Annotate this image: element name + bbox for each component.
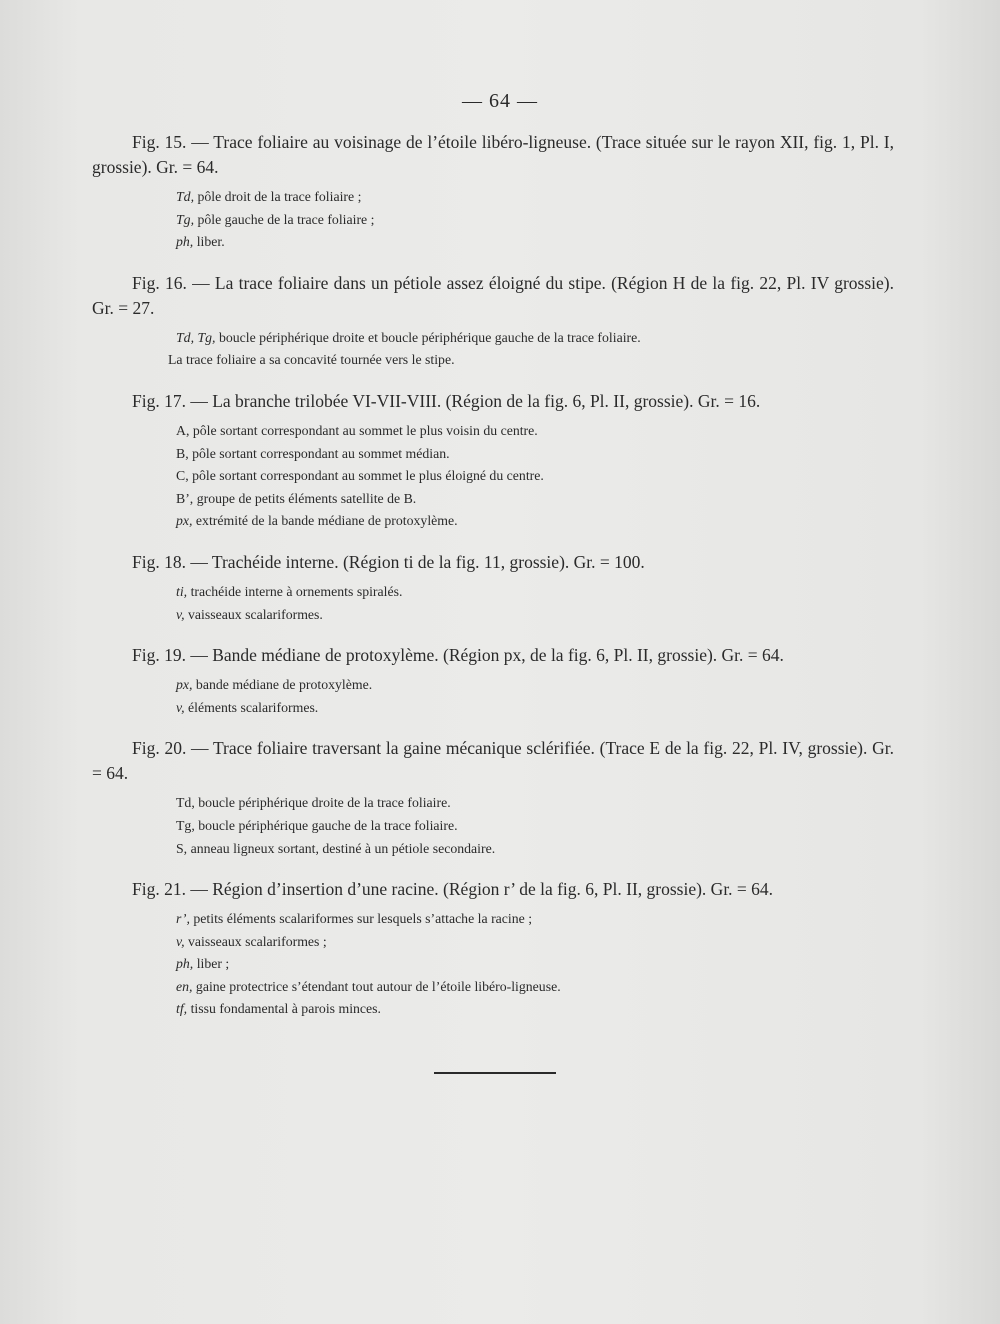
legend-item	[176, 697, 894, 720]
figure-caption: Fig. 17. — La branche trilobée VI-VII-VIII. (Région de la fig. 6, Pl. II, grossie). Gr. = 16.	[132, 390, 761, 411]
legend-symbol: Tg,	[176, 211, 195, 227]
figure-19	[92, 643, 894, 719]
legend-symbol: ph,	[176, 956, 194, 972]
legend-text: vaisseaux scalariformes ;	[184, 933, 327, 949]
legend-symbol: px,	[176, 677, 193, 693]
legend-symbol: ph,	[176, 234, 194, 250]
legend-text: extrémité de la bande médiane de protoxylème.	[192, 513, 458, 529]
legend-text: liber.	[193, 234, 225, 250]
legend-text: pôle sortant correspondant au sommet le plus voisin du centre.	[189, 422, 538, 438]
legend-symbol: Tg,	[176, 817, 195, 833]
legend-text: boucle périphérique gauche de la trace foliaire.	[194, 817, 458, 833]
legend-text: vaisseaux scalariformes.	[184, 606, 323, 622]
legend-symbol: B’,	[176, 490, 194, 506]
legend-symbol: A,	[176, 422, 190, 438]
legend-item	[176, 998, 894, 1021]
legend-text: gaine protectrice s’étendant tout autour de l’étoile libéro-ligneuse.	[192, 978, 561, 994]
figure-caption: Fig. 18. — Trachéide interne. (Région ti de la fig. 11, grossie). Gr. = 100.	[132, 551, 645, 572]
legend-item	[176, 488, 894, 511]
legend-text: boucle périphérique droite et boucle périphérique gauche de la trace foliaire.	[215, 329, 641, 345]
legend-item	[176, 792, 894, 815]
legend-item	[176, 976, 894, 999]
legend-text: pôle sortant correspondant au sommet le plus éloigné du centre.	[188, 468, 544, 484]
legend-text: tissu fondamental à parois minces.	[187, 1001, 382, 1017]
figure-legend	[176, 908, 894, 1021]
figure-20	[92, 736, 894, 860]
figure-21	[92, 877, 894, 1021]
figure-legend	[176, 186, 894, 254]
figure-caption: Fig. 15. — Trace foliaire au voisinage de l’étoile libéro-ligneuse. (Trace située sur le rayon XII, fig. 1, Pl. I, grossie). Gr. = 64.	[92, 132, 894, 177]
legend-symbol: r’,	[176, 911, 190, 927]
legend-symbol: B,	[176, 445, 189, 461]
figure-caption: Fig. 19. — Bande médiane de protoxylème. (Région px, de la fig. 6, Pl. II, grossie). Gr. = 64.	[132, 645, 784, 666]
legend-text: liber ;	[193, 956, 230, 972]
figure-legend	[176, 792, 894, 860]
legend-item	[176, 465, 894, 488]
legend-text: trachéide interne à ornements spiralés.	[187, 583, 403, 599]
legend-symbol: C,	[176, 468, 189, 484]
figure-legend	[176, 674, 894, 719]
legend-symbol: v,	[176, 933, 185, 949]
legend-symbol: v,	[176, 606, 185, 622]
legend-item	[176, 908, 894, 931]
figure-caption: Fig. 16. — La trace foliaire dans un pétiole assez éloigné du stipe. (Région H de la fig. 22, Pl. IV grossie). Gr. = 27.	[92, 272, 894, 318]
figure-18	[92, 550, 894, 626]
legend-text: éléments scalariformes.	[184, 699, 319, 715]
legend-symbol: px,	[176, 513, 193, 529]
legend-item	[176, 510, 894, 533]
legend-text: pôle droit de la trace foliaire ;	[194, 189, 362, 204]
legend-text: pôle sortant correspondant au sommet médian.	[188, 445, 450, 461]
legend-text: petits éléments scalariformes sur lesquels s’attache la racine ;	[189, 911, 533, 927]
legend-item	[176, 931, 894, 954]
legend-item	[176, 186, 894, 209]
legend-text: La trace foliaire a sa concavité tournée vers le stipe.	[168, 352, 455, 368]
legend-item	[176, 209, 894, 232]
legend-item	[176, 231, 894, 254]
end-rule	[434, 1072, 556, 1074]
figure-caption: Fig. 20. — Trace foliaire traversant la gaine mécanique sclérifiée. (Trace E de la fig. 22, Pl. IV, grossie). Gr. = 64.	[92, 738, 894, 784]
legend-symbol: en,	[176, 978, 193, 994]
legend-note	[168, 349, 894, 372]
legend-text: groupe de petits éléments satellite de B.	[193, 490, 417, 506]
legend-item	[176, 581, 894, 604]
legend-item	[176, 838, 894, 861]
legend-text: boucle périphérique droite de la trace foliaire.	[194, 795, 451, 811]
legend-symbol: Td,	[176, 795, 195, 811]
legend-item	[176, 327, 894, 350]
legend-item	[176, 443, 894, 466]
figure-legend	[176, 420, 894, 533]
figure-caption: Fig. 21. — Région d’insertion d’une racine. (Région r’ de la fig. 6, Pl. II, grossie). Gr. = 64.	[132, 879, 774, 900]
legend-text: pôle gauche de la trace foliaire ;	[194, 211, 375, 227]
legend-item	[176, 674, 894, 697]
legend-text: anneau ligneux sortant, destiné à un pétiole secondaire.	[187, 840, 496, 856]
legend-item	[176, 604, 894, 627]
figure-17	[92, 389, 894, 533]
legend-item	[176, 953, 894, 976]
legend-symbol: S,	[176, 840, 188, 856]
legend-text: bande médiane de protoxylème.	[192, 677, 373, 693]
legend-symbol: Td,	[176, 189, 195, 204]
figure-16	[92, 271, 894, 372]
legend-symbol: ti,	[176, 583, 188, 599]
legend-symbol: v,	[176, 699, 185, 715]
figure-legend	[176, 581, 894, 626]
page-number: — 64 —	[462, 90, 538, 112]
legend-symbol: tf,	[176, 1001, 188, 1017]
figure-legend	[168, 327, 894, 372]
figure-15	[92, 130, 894, 254]
figure-captions	[92, 130, 894, 1038]
legend-symbol: Td, Tg,	[176, 329, 216, 345]
legend-item	[176, 420, 894, 443]
legend-item	[176, 815, 894, 838]
